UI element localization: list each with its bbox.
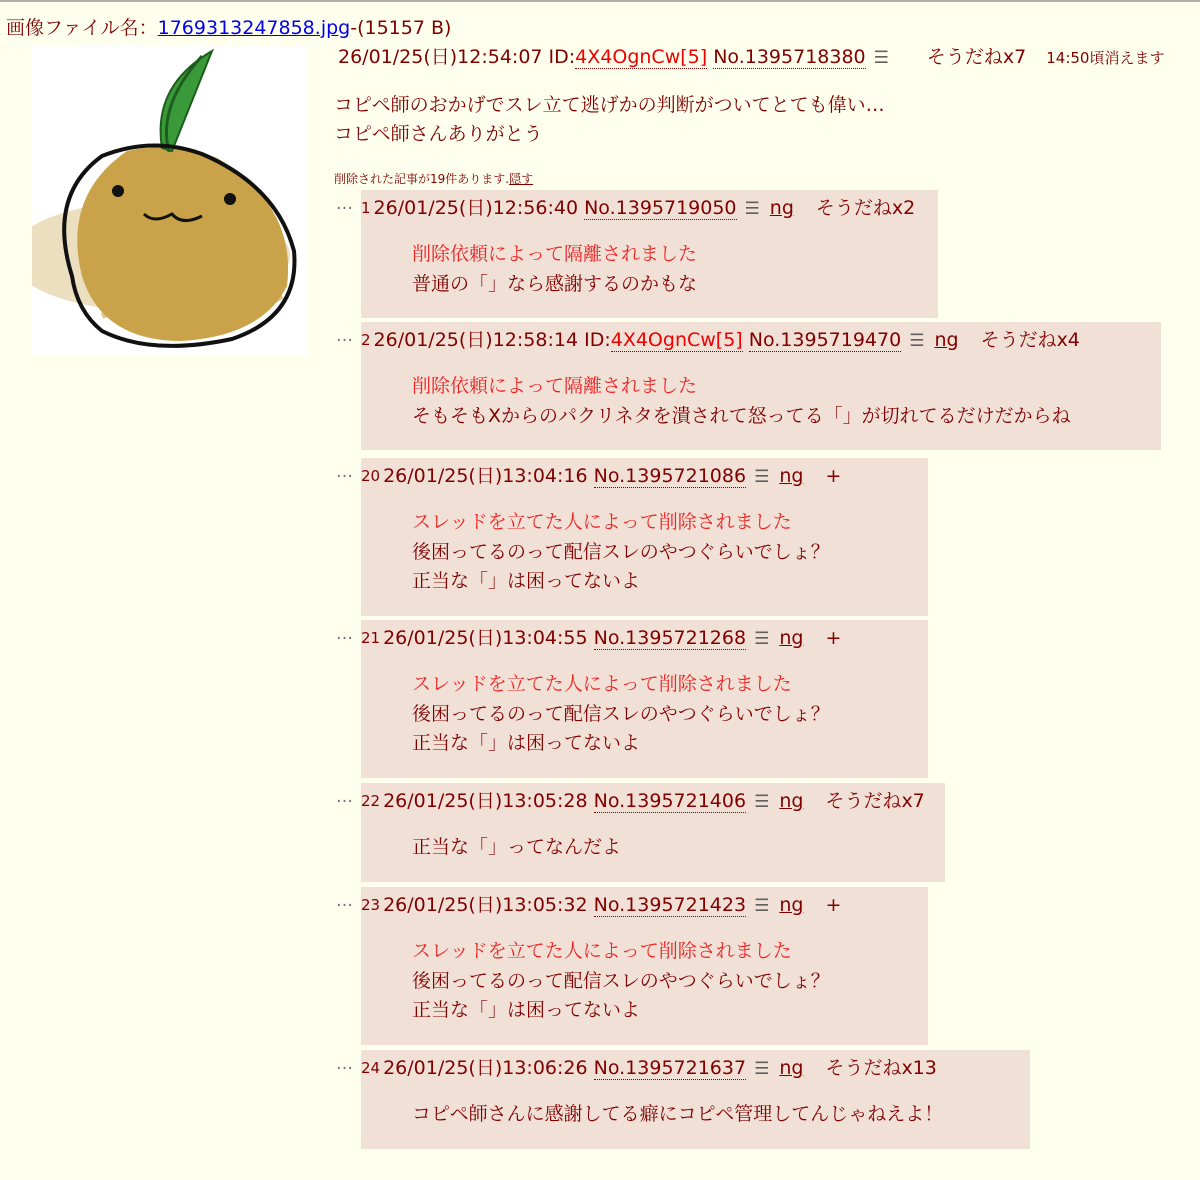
reply-header [361,788,925,815]
op-body: コピペ師のおかげでスレ立て逃げかの判断がついてとても偉い… コピペ師さんありがとう [334,94,885,145]
op-sodane[interactable]: そうだねx7 [926,46,1027,68]
reply-post [361,322,1161,450]
reply-deleted-notice: スレッドを立てた人によって削除されました [412,511,792,533]
reply-expand-dots[interactable]: … [336,891,353,911]
sodane-button[interactable]: + [825,894,842,916]
reply-post [361,1050,1030,1149]
reply-body [412,833,621,863]
op-header [338,44,1164,71]
reply-text: コピペ師さんに感謝してる癖にコピペ管理してんじゃねえよ！ [412,1103,944,1125]
op-date: 26/01/25(日)12:54:07 ID: [338,46,576,68]
file-info [6,15,451,41]
reply-number[interactable]: No.1395719470 [748,329,902,351]
ng-link[interactable]: ng [934,329,959,351]
hide-deleted-link[interactable]: 隠す [509,172,534,186]
file-label: 画像ファイル名： [6,17,158,39]
list-menu-icon[interactable]: ☰ [754,629,770,649]
sodane-button[interactable]: そうだねx13 [825,1057,937,1079]
reply-number[interactable]: No.1395721268 [593,627,747,649]
ng-link[interactable]: ng [779,627,804,649]
reply-number[interactable]: No.1395721423 [593,894,747,916]
reply-expand-dots[interactable]: … [336,326,353,346]
reply-number[interactable]: No.1395721637 [593,1057,747,1079]
reply-expand-dots[interactable]: … [336,787,353,807]
list-menu-icon[interactable]: ☰ [909,331,925,351]
reply-body [412,670,830,759]
reply-date: 26/01/25(日)13:06:26 [383,1057,588,1079]
reply-post [361,620,928,778]
reply-header [361,195,915,222]
sodane-button[interactable]: + [825,465,842,487]
reply-deleted-notice: 削除依頼によって隔離されました [412,243,698,265]
reply-number[interactable]: No.1395721086 [593,465,747,487]
file-size: -(15157 B) [350,17,452,39]
list-menu-icon[interactable]: ☰ [754,896,770,916]
reply-body [412,508,830,597]
list-menu-icon[interactable]: ☰ [873,48,889,68]
reply-index: 21 [361,629,381,647]
reply-id[interactable]: 4X4OgnCw[5] [610,329,743,351]
reply-date: 26/01/25(日)12:58:14 [373,329,579,351]
reply-header [361,892,841,919]
reply-expand-dots[interactable]: … [336,462,353,482]
reply-body [412,937,830,1026]
thread-image[interactable] [32,46,308,356]
reply-text: 正当な「」ってなんだよ [412,836,622,858]
reply-header [361,327,1080,354]
reply-body [412,1100,943,1130]
list-menu-icon[interactable]: ☰ [754,792,770,812]
reply-date: 26/01/25(日)13:05:32 [383,894,588,916]
reply-header [361,625,841,652]
reply-post [361,887,928,1045]
op-id[interactable]: 4X4OgnCw[5] [575,46,708,68]
reply-text: 後困ってるのって配信スレのやつぐらいでしょ？ 正当な「」は困ってないよ [412,702,830,754]
op-number[interactable]: No.1395718380 [713,46,866,68]
reply-number[interactable]: No.1395721406 [593,790,747,812]
deleted-text: 削除された記事が19件あります. [334,172,510,186]
reply-number[interactable]: No.1395719050 [584,197,737,219]
reply-index: 1 [361,199,371,217]
reply-text: 普通の「」なら感謝するのかもな [412,272,698,295]
reply-date: 26/01/25(日)13:04:16 [383,465,588,487]
reply-header [361,1055,937,1082]
ng-link[interactable]: ng [769,197,794,219]
reply-body [412,240,697,299]
list-menu-icon[interactable]: ☰ [754,467,770,487]
reply-date: 26/01/25(日)13:04:55 [383,627,588,649]
reply-deleted-notice: 削除依頼によって隔離されました [412,375,698,397]
ng-link[interactable]: ng [779,1057,804,1079]
reply-index: 23 [361,896,381,914]
sodane-button[interactable]: そうだねx2 [815,197,916,219]
list-menu-icon[interactable]: ☰ [744,199,760,219]
reply-index: 24 [361,1059,381,1077]
sodane-button[interactable]: そうだねx4 [980,329,1080,351]
reply-header [361,463,841,490]
reply-deleted-notice: スレッドを立てた人によって削除されました [412,940,792,962]
reply-index: 20 [361,467,381,485]
top-divider [0,0,1200,2]
reply-index: 22 [361,792,381,810]
reply-text: そもそもXからのパクリネタを潰されて怒ってる「」が切れてるだけだからね [412,404,1071,427]
sodane-button[interactable]: そうだねx7 [825,790,925,812]
deleted-notice [334,170,533,187]
ng-link[interactable]: ng [779,465,804,487]
reply-expand-dots[interactable]: … [336,1054,353,1074]
reply-deleted-notice: スレッドを立てた人によって削除されました [412,673,792,695]
reply-post [361,458,928,616]
reply-post [361,783,945,882]
reply-expand-dots[interactable]: … [336,194,353,214]
file-link[interactable]: 1769313247858.jpg [157,17,351,39]
ng-link[interactable]: ng [779,894,804,916]
reply-date: 26/01/25(日)12:56:40 [373,197,579,219]
reply-text: 後困ってるのって配信スレのやつぐらいでしょ？ 正当な「」は困ってないよ [412,969,830,1021]
ng-link[interactable]: ng [779,790,804,812]
reply-post [361,190,938,318]
reply-date: 26/01/25(日)13:05:28 [383,790,588,812]
op-expire: 14:50頃消えます [1046,49,1165,67]
reply-text: 後困ってるのって配信スレのやつぐらいでしょ？ 正当な「」は困ってないよ [412,540,830,592]
reply-index: 2 [361,331,371,349]
reply-body [412,372,1071,431]
reply-id-label: ID: [578,329,611,351]
sodane-button[interactable]: + [825,627,842,649]
reply-expand-dots[interactable]: … [336,624,353,644]
list-menu-icon[interactable]: ☰ [754,1059,770,1079]
